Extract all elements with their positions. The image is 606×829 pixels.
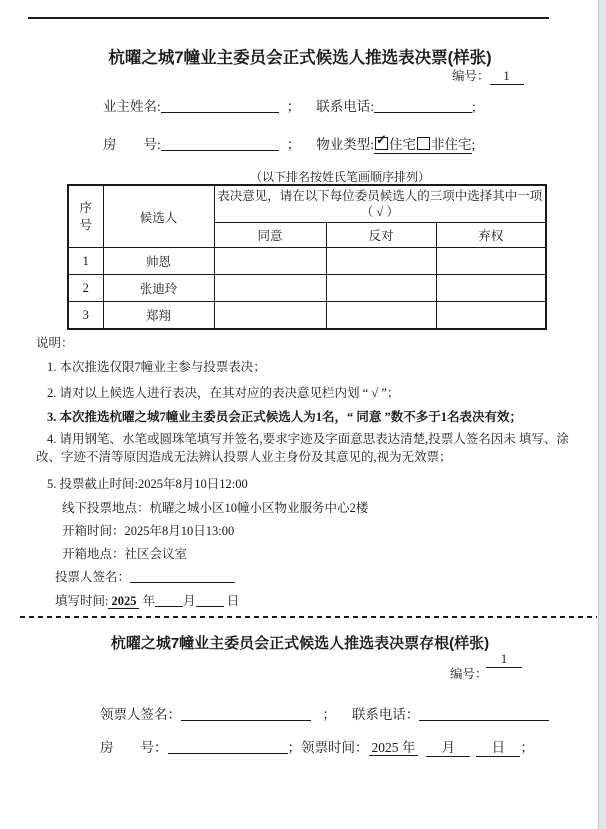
table-row bbox=[68, 275, 546, 302]
col-header-opinion: 表决意见，请在以下每位委员候选人的三项中选择其中一项（ √ ） bbox=[214, 185, 546, 223]
agree-cell bbox=[214, 275, 326, 302]
line-end: ; bbox=[472, 99, 476, 114]
note-item-1: 1. 本次推选仅限7幢业主参与投票表决； bbox=[47, 360, 266, 374]
ranking-note: （以下排名按姓氏笔画顺序排列） bbox=[249, 170, 430, 184]
offline-vote-location: 线下投票地点：杭曜之城小区10幢小区物业服务中心2楼 bbox=[62, 501, 369, 515]
receiver-signature-label: 领票人签名： bbox=[100, 707, 181, 722]
month-unit: 月 bbox=[183, 594, 196, 608]
receive-year-value: 2025 年 bbox=[369, 740, 419, 756]
receive-day-unit: 日 bbox=[476, 736, 520, 757]
table-row bbox=[68, 248, 546, 275]
candidate-name: 帅恩 bbox=[103, 248, 214, 275]
col-header-oppose: 反对 bbox=[326, 223, 436, 248]
voter-signature-row bbox=[55, 567, 235, 585]
oppose-cell bbox=[326, 302, 436, 330]
owner-info-row bbox=[103, 95, 476, 115]
scan-edge-band bbox=[598, 0, 606, 829]
ballot-number bbox=[452, 66, 524, 85]
ballot-number-label: 编号： bbox=[452, 69, 490, 83]
stub-number-label: 编号： bbox=[450, 667, 488, 681]
box-open-time: 开箱时间：2025年8月10日13:00 bbox=[62, 524, 235, 538]
separator: ； bbox=[287, 740, 301, 755]
agree-cell bbox=[214, 248, 326, 275]
receive-time-label: 领票时间： bbox=[301, 740, 369, 755]
non-residential-checkbox-icon bbox=[417, 137, 430, 150]
stub-title: 杭曜之城7幢业主委员会正式候选人推选表决票存根(样张) bbox=[110, 635, 490, 652]
note-item-4: 4. 请用钢笔、水笔或圆珠笔填写并签名,要求字迹及字面意思表达清楚,投票人签名因未 填写、涂改、字迹不清等原因造成无法辨认投票人业主身份及其意见的,视为无效票； bbox=[36, 432, 569, 464]
voter-signature-blank bbox=[130, 568, 235, 583]
owner-name-label: 业主姓名: bbox=[103, 99, 161, 114]
ballot-title: 杭曜之城7幢业主委员会正式候选人推选表决票(样张) bbox=[108, 49, 492, 67]
day-blank bbox=[196, 592, 224, 607]
note-item-2: 2. 请对以上候选人进行表决，在其对应的表决意见栏内划 “ √ ”； bbox=[47, 386, 400, 400]
note-item-5: 5. 投票截止时间:2025年8月10日12:00 bbox=[47, 477, 248, 491]
col-header-no: 序号 bbox=[68, 185, 103, 248]
phone-blank bbox=[374, 98, 472, 113]
ballot-number-value: 1 bbox=[490, 69, 524, 85]
row-no: 2 bbox=[68, 275, 103, 302]
fill-time-label: 填写时间: bbox=[55, 594, 109, 608]
stub-phone-blank bbox=[419, 706, 549, 721]
candidates-vote-table bbox=[67, 184, 547, 330]
receive-month-unit: 月 bbox=[426, 736, 470, 757]
day-unit: 日 bbox=[226, 594, 240, 608]
stub-number-value: 1 bbox=[486, 652, 522, 668]
owner-name-blank bbox=[161, 98, 279, 113]
row-no: 3 bbox=[68, 302, 103, 330]
fill-date-row bbox=[55, 591, 239, 609]
table-row bbox=[68, 302, 546, 330]
year-unit: 年 bbox=[142, 594, 156, 608]
line-end: ； bbox=[520, 740, 534, 755]
residential-checkbox-checked-icon bbox=[375, 132, 388, 150]
stub-receiver-row bbox=[100, 703, 549, 723]
residential-label: 住宅 bbox=[389, 137, 417, 152]
oppose-cell bbox=[326, 275, 436, 302]
phone-label: 联系电话: bbox=[316, 99, 375, 114]
separator: ； bbox=[322, 707, 336, 722]
stub-phone-label: 联系电话： bbox=[351, 707, 420, 722]
candidate-name: 郑翔 bbox=[103, 302, 214, 330]
property-type-options bbox=[374, 132, 472, 154]
cut-line bbox=[20, 616, 597, 618]
check-icon: ✓ bbox=[376, 132, 387, 147]
receiver-signature-blank bbox=[181, 706, 311, 721]
room-label: 房 号: bbox=[103, 137, 161, 152]
room-blank bbox=[161, 136, 279, 151]
scan-edge-line bbox=[28, 17, 549, 19]
month-blank bbox=[155, 592, 183, 607]
col-header-agree: 同意 bbox=[214, 223, 326, 248]
abstain-cell bbox=[436, 302, 546, 330]
row-no: 1 bbox=[68, 248, 103, 275]
agree-cell bbox=[214, 302, 326, 330]
note-item-3: 3. 本次推选杭曜之城7幢业主委员会正式候选人为1名，“ 同意 ”数不多于1名表决有效； bbox=[47, 410, 523, 424]
room-info-row bbox=[103, 133, 475, 153]
col-header-candidate: 候选人 bbox=[103, 185, 214, 248]
separator: ； bbox=[286, 99, 301, 114]
stub-room-blank bbox=[168, 739, 288, 754]
col-header-abstain: 弃权 bbox=[436, 223, 546, 248]
stub-room-label: 房 号： bbox=[100, 740, 168, 755]
property-type-label: 物业类型: bbox=[316, 137, 375, 152]
non-residential-label: 非住宅 bbox=[431, 137, 472, 152]
stub-room-row bbox=[100, 736, 534, 757]
fill-year-value: 2025 bbox=[108, 594, 139, 609]
notes-heading: 说明： bbox=[36, 336, 74, 350]
abstain-cell bbox=[436, 275, 546, 302]
box-open-location: 开箱地点：社区会议室 bbox=[62, 547, 188, 561]
oppose-cell bbox=[326, 248, 436, 275]
candidate-name: 张迪玲 bbox=[103, 275, 214, 302]
voter-signature-label: 投票人签名： bbox=[55, 570, 131, 584]
line-end: ; bbox=[471, 137, 476, 152]
separator: ； bbox=[286, 137, 301, 152]
abstain-cell bbox=[436, 248, 546, 275]
